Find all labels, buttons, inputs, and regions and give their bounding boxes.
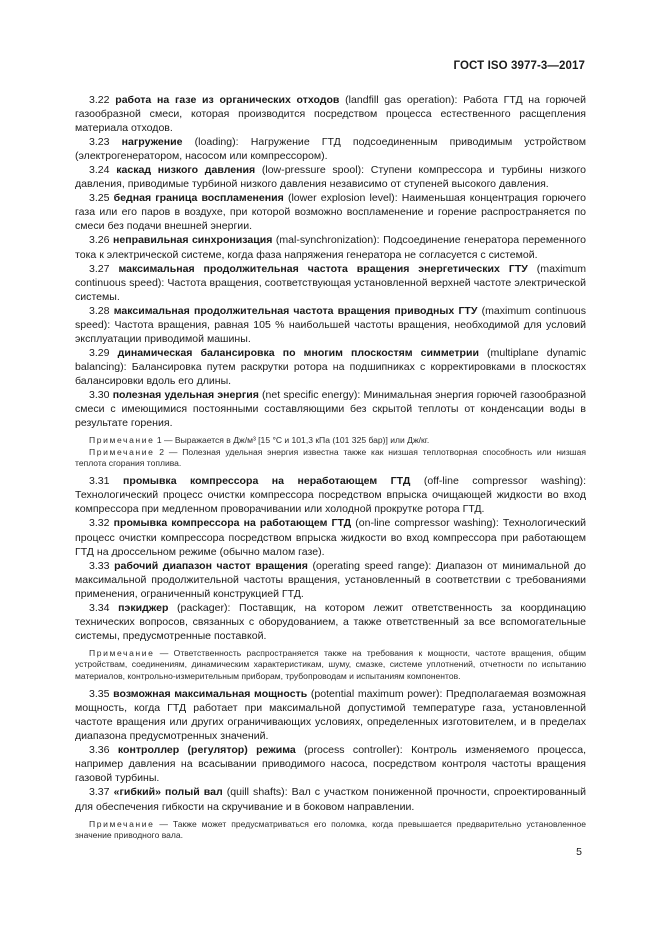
note-label: Примечание [89,446,155,457]
term-title: нагружение [121,136,183,149]
note: Примечание — Также может предусматриваться его поломка, когда превышается предварительно установленное значение приводного вала. [75,818,586,840]
document-header: ГОСТ ISO 3977-3—2017 [453,60,585,72]
page-content [75,93,586,841]
term-title: контроллер (регулятор) режима [117,744,296,757]
term-title: возможная максимальная мощность [113,688,308,701]
term-title: промывка компрессора на неработающем ГТД [123,475,411,488]
note-label: Примечание [89,818,155,829]
term-entry: 3.34 пэкиджер (packager): Поставщик, на котором лежит ответственность за координацию технических вопросов, связанных с оборудованием, а также ответственный за все вспомогательные системы, предусмотренные поставкой. [75,601,586,642]
term-entry: 3.32 промывка компрессора на работающем ГТД (on-line compressor washing): Технологический процесс очистки компрессора посредством впрыска жидкости во вход компрессора при работающем ГТД на дроссельном режиме (обычно малом газе). [75,517,587,558]
term-title: «гибкий» полый вал [113,786,223,799]
term-entry: 3.36 контроллер (регулятор) режима (process controller): Контроль изменяемого процесса, например давления на всасывании приводимого насоса, посредством контроля частоты вращения газовой турбины. [75,744,587,785]
term-title: каскад низкого давления [116,164,256,177]
term-title: полезная удельная энергия [112,388,259,401]
term-title: бедная граница воспламенения [113,192,284,205]
term-title: максимальная продолжительная частота вращения энергетических ГТУ [118,262,528,275]
term-entry: 3.27 максимальная продолжительная частота вращения энергетических ГТУ (maximum continuous speed): Частота вращения, соответствующая установленной верхней частоте электрической системы. [75,262,587,303]
note-label: Примечание [89,435,155,446]
term-entry: 3.31 промывка компрессора на неработающем ГТД (off-line compressor washing): Технологический процесс очистки компрессора посредством впрыска очищающей жидкости во вход компрессора при медленном проворачивании или холодной прокрутке ротора ГТД. [75,475,586,516]
term-entry: 3.24 каскад низкого давления (low-pressure spool): Ступени компрессора и турбины низкого давления, приводимые турбиной низкого давления независимо от ступеней высокого давления. [75,164,586,191]
term-entry: 3.26 неправильная синхронизация (mal-synchronization): Подсоединение генератора переменного тока к электрической системе, когда фаза напряжения генератора не согласуется с системой. [75,234,586,261]
note: Примечание 1 — Выражается в Дж/м³ [15 °C и 101,3 кПа (101 325 бар)] или Дж/кг. [89,435,430,446]
term-entry: 3.35 возможная максимальная мощность (potential maximum power): Предполагаемая возможная мощность, когда ГТД работает при максимальной допустимой температуре газа, установленной частоте вращения или других ограничивающих условиях, определенных изготовителем, и в пределах диапазона предусмотренных значений. [75,688,586,743]
term-title: неправильная синхронизация [113,234,273,247]
note: Примечание — Ответственность распространяется также на требования к мощности, частоте вращения, общим устройствам, соединениям, динамическим характеристикам, шуму, смазке, системе уплотнений, отчетности по испытанию материалов, контрольно-измерительным приборам, трубопроводам и испытаниям компонентов. [75,647,586,681]
term-entry: 3.23 нагружение (loading): Нагружение ГТД подсоединенным приводимым устройством (электрогенератором, насосом или компрессором). [75,136,586,163]
term-entry: 3.25 бедная граница воспламенения (lower explosion level): Наименьшая концентрация горючего газа или его паров в воздухе, при которой возможно воспламенение и горение распространяется по смеси без подачи внешней энергии. [75,192,586,233]
term-entry: 3.33 рабочий диапазон частот вращения (operating speed range): Диапазон от минимальной до максимальной продолжительной частоты вращения, установленный в соответствии с требованиями применения, ограниченный конструкцией ГТД. [75,559,586,600]
term-entry: 3.29 динамическая балансировка по многим плоскостям симметрии (multiplane dynamic balancing): Балансировка путем раскрутки ротора на подшипниках с корректировками в плоскостях балансировки вдоль его длины. [75,346,586,387]
term-entry: 3.22 работа на газе из органических отходов (landfill gas operation): Работа ГТД на горючей газообразной смеси, которая производится посредством процесса естественного расщепления материала отходов. [75,94,586,135]
term-title: максимальная продолжительная частота вращения приводных ГТУ [113,304,478,317]
note: Примечание 2 — Полезная удельная энергия известна также как низшая теплотворная способность или низшая теплота сгорания топлива. [75,446,586,468]
page-number: 5 [576,846,582,858]
term-title: рабочий диапазон частот вращения [114,559,308,572]
term-title: динамическая балансировка по многим плоскостям симметрии [117,346,479,359]
term-entry: 3.30 полезная удельная энергия (net specific energy): Минимальная энергия горючей газообразной смеси с имеющимися постоянными составляющими без скрытой теплоты от конденсации воды в результате горения. [75,388,586,430]
term-title: пэкиджер [118,601,169,614]
note-label: Примечание [89,647,155,658]
term-title: работа на газе из органических отходов [115,94,340,106]
term-entry: 3.28 максимальная продолжительная частота вращения приводных ГТУ (maximum continuous speed): Частота вращения, равная 105 % наибольшей частоты вращения, необходимой для условий эксплуатации приводимой машины. [75,304,586,345]
term-title: промывка компрессора на работающем ГТД [113,517,352,530]
term-entry: 3.37 «гибкий» полый вал (quill shafts): Вал с участком пониженной прочности, спроектированный для обеспечения гибкости на скручивание и в боковом направлении. [75,786,586,813]
